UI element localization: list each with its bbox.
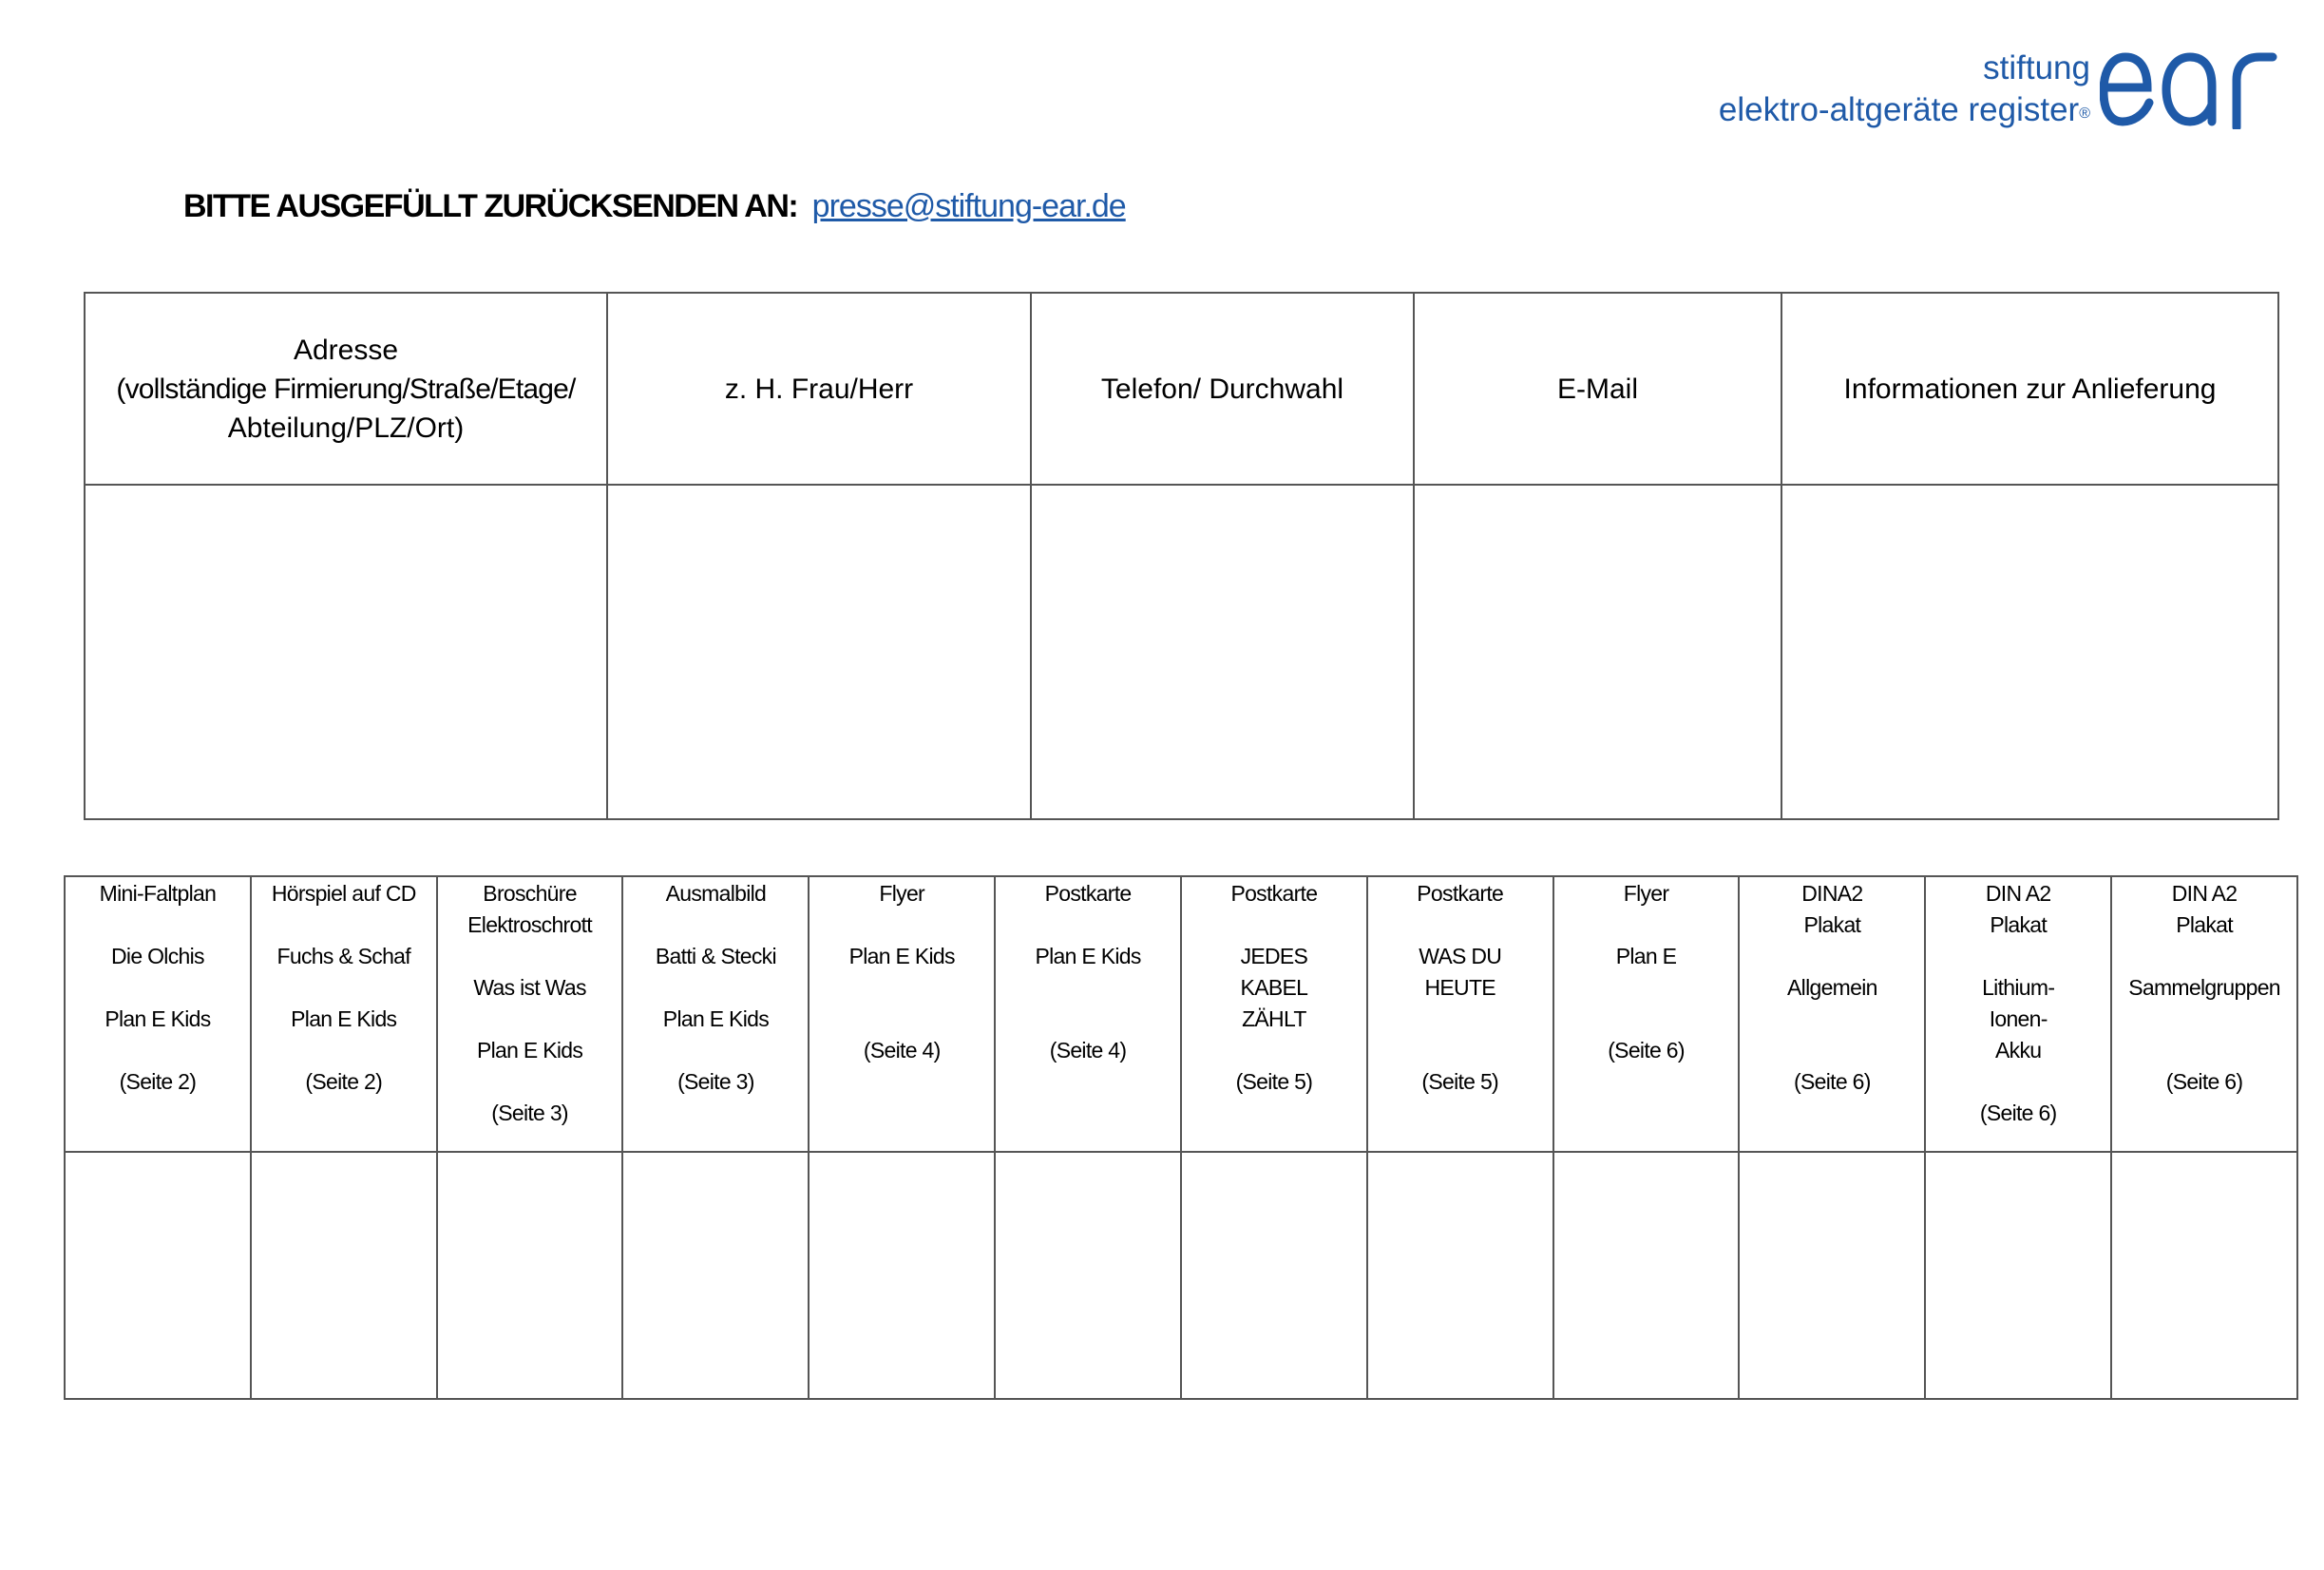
order-item-line [1740,1004,1924,1035]
header-attention [607,293,1031,485]
order-item-header [65,876,251,1152]
order-item-line: HEUTE [1424,975,1495,1000]
order-item-header [1739,876,1925,1152]
order-quantity-cell[interactable] [1925,1152,2111,1399]
order-item-line: Flyer [1623,881,1669,906]
order-item-line: (Seite 4) [1049,1038,1127,1063]
order-item-line: Postkarte [1417,881,1504,906]
order-item-line: Plan E [1615,944,1677,968]
order-item-line: (Seite 4) [863,1038,941,1063]
order-item-line: Batti & Stecki [655,944,776,968]
order-item-line [438,1004,622,1035]
order-item-line: Broschüre [483,881,577,906]
brand-logo [1672,38,2280,133]
return-instruction [183,188,1126,225]
order-item-line [252,1035,436,1066]
order-quantity-cell[interactable] [1739,1152,1925,1399]
order-item-line: (Seite 5) [1235,1069,1313,1094]
logo-line-2 [1719,89,2090,131]
order-item-line: Ausmalbild [665,881,767,906]
order-item-line [438,941,622,972]
order-item-line [2112,1035,2296,1066]
order-item-header [622,876,809,1152]
order-item-line [66,909,250,941]
order-item-line: Plakat [1803,912,1861,937]
order-item-line: Die Olchis [111,944,204,968]
header-phone-label: Telefon/ Durchwahl [1100,373,1344,405]
order-quantity-cell[interactable] [251,1152,437,1399]
order-item-line [2112,1004,2296,1035]
phone-input-cell[interactable] [1031,485,1414,819]
order-item-line [1926,941,2110,972]
order-quantity-cell[interactable] [1367,1152,1553,1399]
order-item-line: Elektroschrott [467,912,592,937]
instruction-label: BITTE AUSGEFÜLLT ZURÜCKSENDEN AN: [183,188,798,224]
order-item-line: Plakat [2176,912,2233,937]
order-item-line [1368,909,1553,941]
order-item-line: Mini-Faltplan [99,881,217,906]
contact-header-row [85,293,2278,485]
header-address-line: Abteilung/PLZ/Ort) [227,412,465,444]
order-item-line: Flyer [879,881,925,906]
order-item-line [1554,972,1739,1004]
order-item-header [2111,876,2297,1152]
order-item-line [810,1004,994,1035]
order-item-line: WAS DU [1419,944,1502,968]
order-quantity-cell[interactable] [1181,1152,1367,1399]
order-item-line [623,909,808,941]
order-item-line [1554,1004,1739,1035]
registered-mark: ® [2079,105,2090,122]
order-item-line: (Seite 3) [677,1069,754,1094]
attention-input-cell[interactable] [607,485,1031,819]
contact-input-row [85,485,2278,819]
order-item-line: Allgemein [1787,975,1877,1000]
order-item-line [66,972,250,1004]
order-item-line [996,1004,1180,1035]
order-item-line: (Seite 2) [305,1069,383,1094]
order-item-line [438,1066,622,1098]
delivery-info-input-cell[interactable] [1781,485,2278,819]
order-item-line: Postkarte [1230,881,1318,906]
order-item-line [66,1035,250,1066]
header-email [1414,293,1781,485]
header-address-line: (vollständige Firmierung/Straße/Etage/ [116,373,576,405]
order-item-line: Plan E Kids [105,1006,211,1031]
order-quantity-cell[interactable] [2111,1152,2297,1399]
order-item-line: KABEL [1240,975,1308,1000]
order-item-line [1368,1035,1553,1066]
header-delivery-info [1781,293,2278,485]
order-item-header [1553,876,1740,1152]
contact-table [84,292,2279,820]
order-item-line: (Seite 6) [1794,1069,1871,1094]
order-item-line: (Seite 5) [1421,1069,1499,1094]
header-address-line: Adresse [293,334,399,366]
order-item-line: ZÄHLT [1242,1006,1306,1031]
order-item-line: Akku [1995,1038,2042,1063]
order-item-line: Ionen- [1989,1006,2048,1031]
order-quantity-row [65,1152,2297,1399]
order-item-line: Lithium- [1982,975,2055,1000]
order-item-line: Was ist Was [473,975,586,1000]
order-item-line: (Seite 3) [491,1101,568,1125]
order-item-line: Sammelgruppen [2128,975,2280,1000]
logo-text [1719,48,2090,131]
order-item-line: (Seite 6) [1979,1101,2057,1125]
order-item-line [1368,1004,1553,1035]
order-quantity-cell[interactable] [65,1152,251,1399]
ear-logo-mark [2100,44,2280,129]
order-item-line [810,972,994,1004]
order-item-line [623,972,808,1004]
order-item-line: (Seite 6) [2165,1069,2243,1094]
order-item-line: (Seite 2) [119,1069,197,1094]
order-item-line [1926,1066,2110,1098]
order-item-line [252,909,436,941]
email-link[interactable]: presse@stiftung-ear.de [811,188,1126,224]
order-item-line: Plan E Kids [291,1006,397,1031]
order-item-line: DIN A2 [1985,881,2051,906]
header-email-label: E-Mail [1556,373,1638,405]
order-item-header [1181,876,1367,1152]
order-item-line: Plakat [1990,912,2048,937]
order-item-line [1182,1035,1366,1066]
order-item-line: (Seite 6) [1608,1038,1685,1063]
order-item-header [251,876,437,1152]
order-header-row [65,876,2297,1152]
order-item-line [810,909,994,941]
logo-line-2-text: elektro-altgeräte register [1718,91,2080,128]
order-item-line [1182,909,1366,941]
order-table [64,875,2298,1400]
order-item-line [996,909,1180,941]
order-item-header [995,876,1181,1152]
order-item-line: Plan E Kids [1035,944,1141,968]
order-item-header [1925,876,2111,1152]
order-item-header [809,876,995,1152]
logo-line-1: stiftung [1983,49,2090,86]
order-quantity-cell[interactable] [809,1152,995,1399]
order-item-line [996,972,1180,1004]
order-item-line [1554,909,1739,941]
order-quantity-cell[interactable] [995,1152,1181,1399]
order-item-header [437,876,623,1152]
order-item-line: Hörspiel auf CD [271,881,416,906]
order-item-line [252,972,436,1004]
order-item-line: Plan E Kids [662,1006,769,1031]
address-input-cell[interactable] [85,485,607,819]
order-item-line: Plan E Kids [476,1038,583,1063]
order-item-line: DINA2 [1801,881,1863,906]
order-quantity-cell[interactable] [437,1152,623,1399]
order-item-line [2112,941,2296,972]
order-item-line: JEDES [1240,944,1308,968]
order-item-line [1740,1035,1924,1066]
header-address [85,293,607,485]
email-input-cell[interactable] [1414,485,1781,819]
order-item-header [1367,876,1553,1152]
header-delivery-label: Informationen zur Anlieferung [1843,373,2217,405]
order-item-line [623,1035,808,1066]
order-item-line: Plan E Kids [848,944,955,968]
order-item-line: DIN A2 [2171,881,2238,906]
order-item-line: Fuchs & Schaf [276,944,410,968]
order-item-line [1740,941,1924,972]
header-phone [1031,293,1414,485]
order-item-line: Postkarte [1044,881,1132,906]
header-attention-label: z. H. Frau/Herr [724,373,914,405]
order-quantity-cell[interactable] [622,1152,809,1399]
order-quantity-cell[interactable] [1553,1152,1740,1399]
